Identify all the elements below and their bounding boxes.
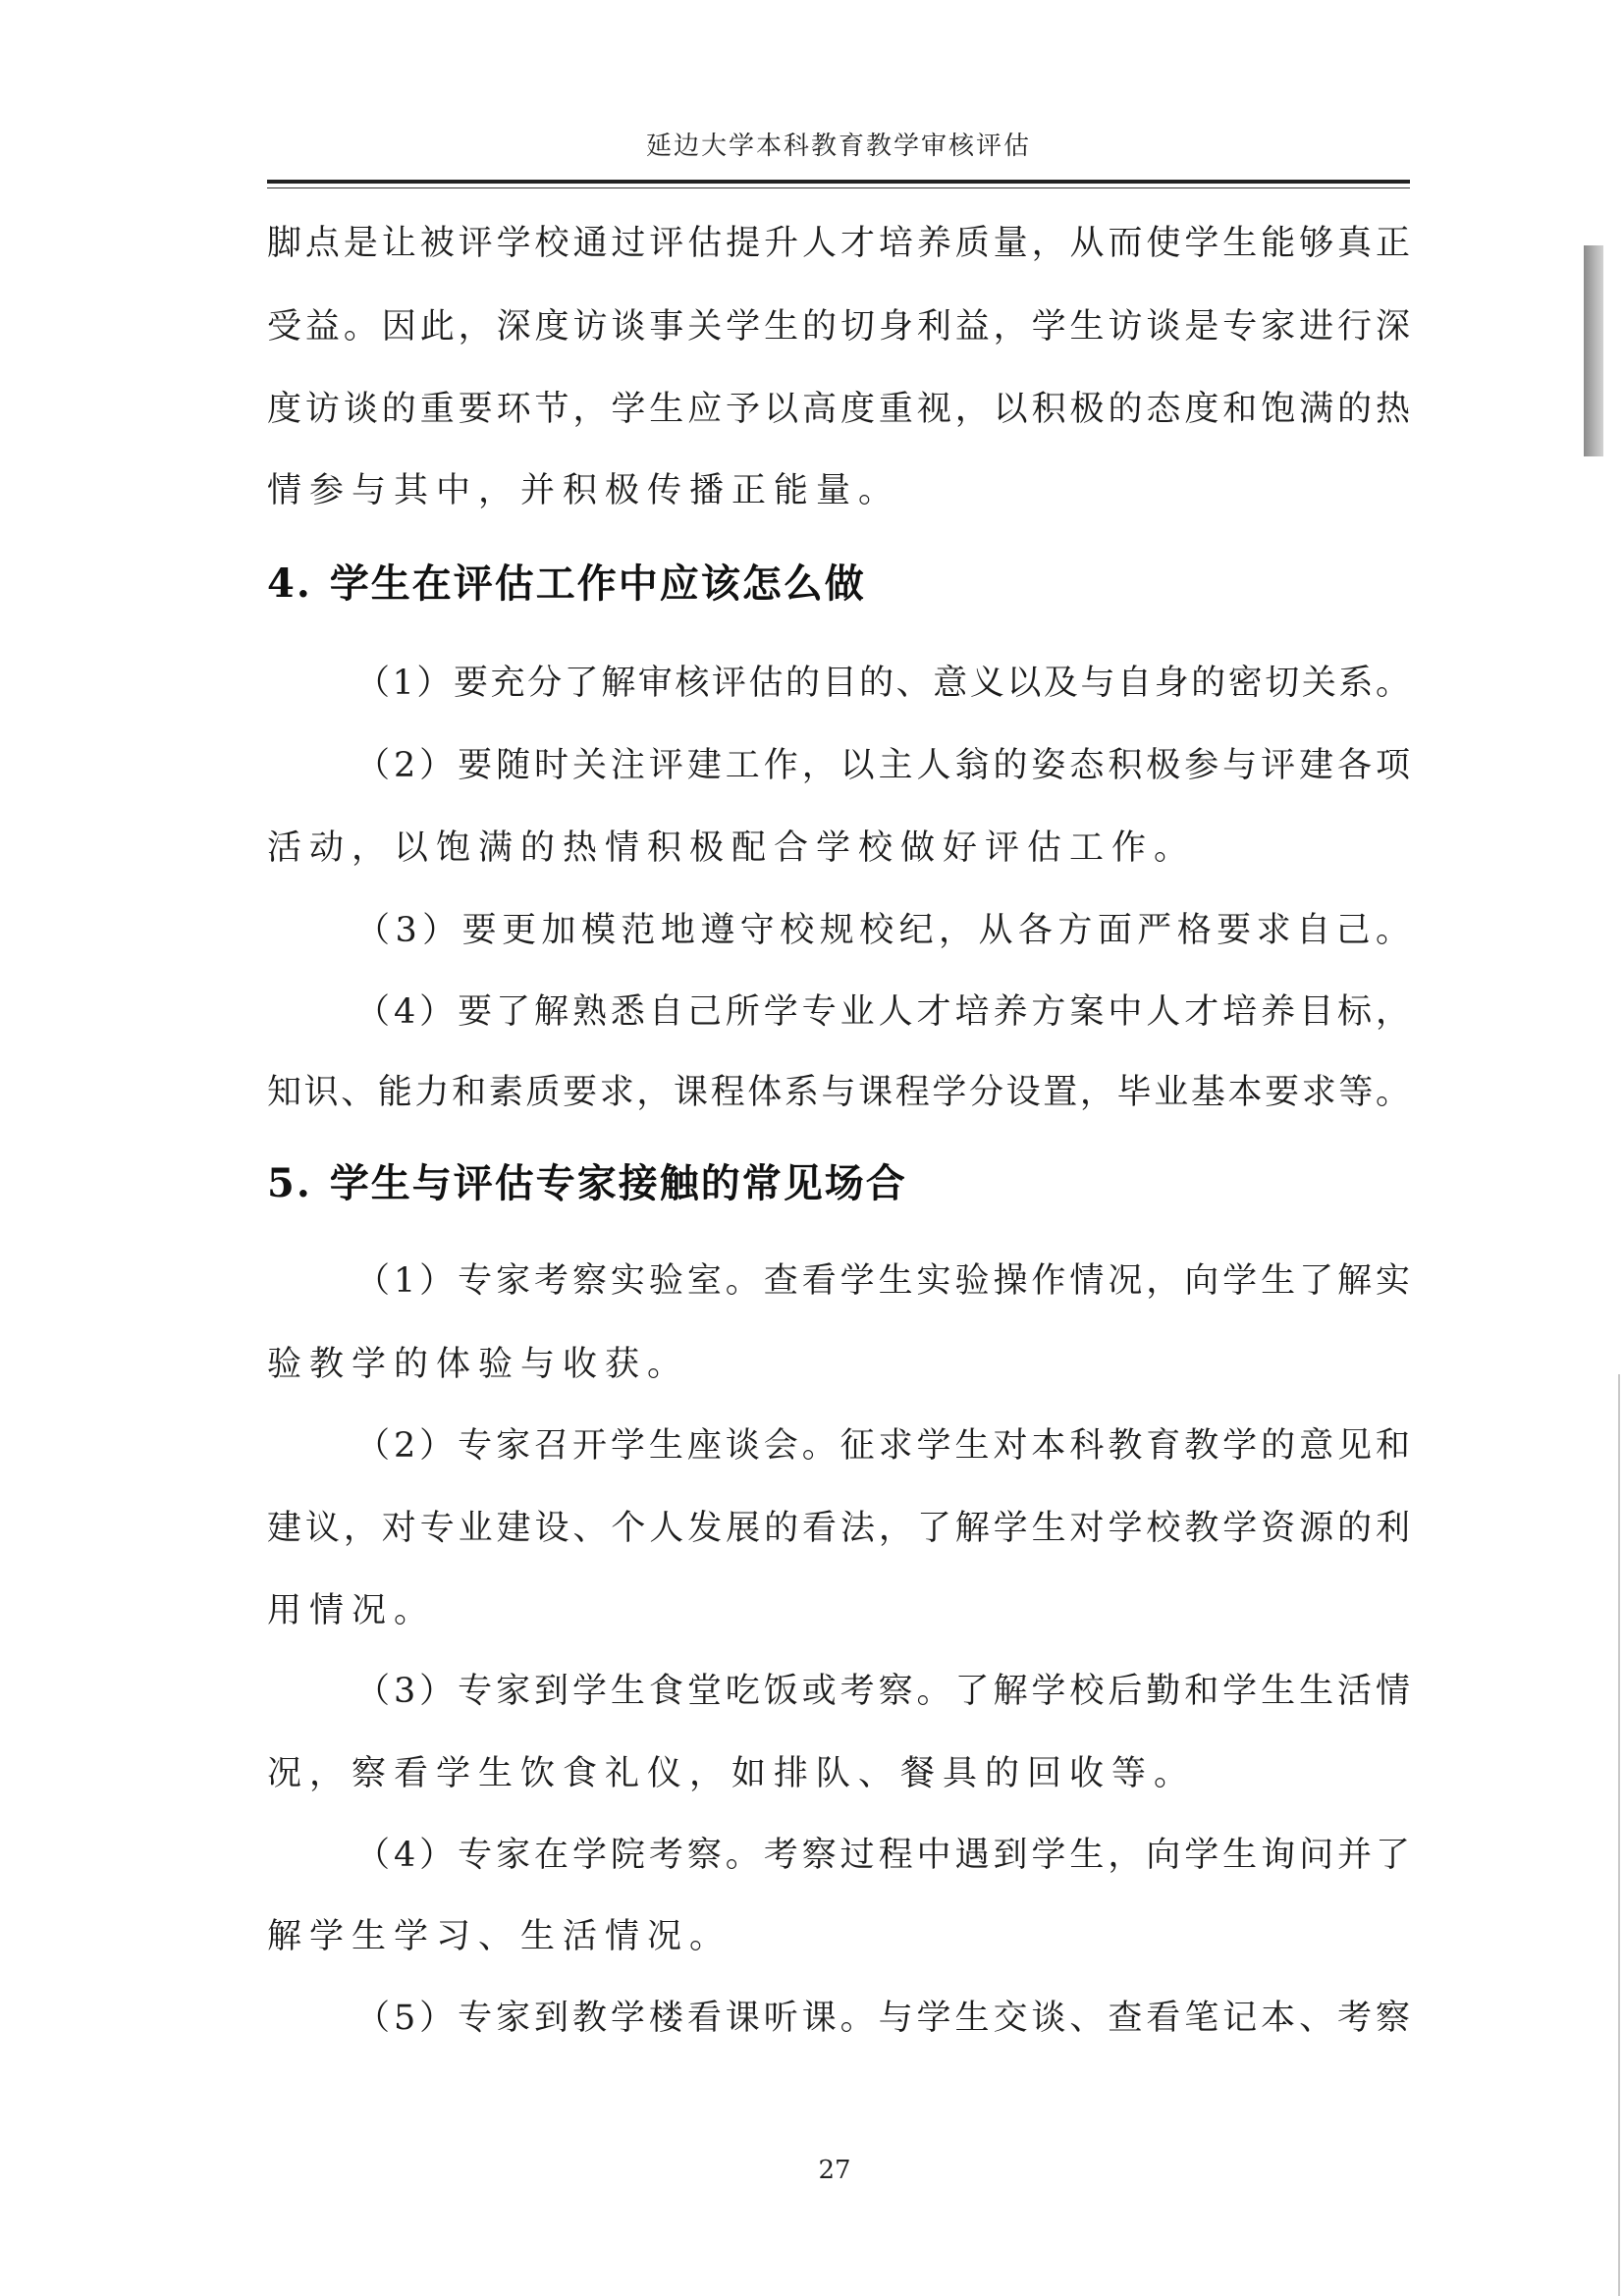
section-number: 5. (267, 1160, 312, 1206)
list-item-line: 建议，对专业建设、个人发展的看法，了解学生对学校教学资源的利 (267, 1509, 1410, 1548)
list-item-line: （2）专家召开学生座谈会。征求学生对本科教育教学的意见和 (355, 1426, 1410, 1466)
list-item-line: （5）专家到教学楼看课听课。与学生交谈、查看笔记本、考察 (355, 1999, 1410, 2038)
intro-line: 脚点是让被评学校通过评估提升人才培养质量，从而使学生能够真正 (267, 224, 1410, 263)
list-item-line: 解学生学习、生活情况。 (267, 1917, 732, 1956)
intro-line: 受益。因此，深度访谈事关学生的切身利益，学生访谈是专家进行深 (267, 307, 1410, 347)
list-item-line: 况，察看学生饮食礼仪，如排队、餐具的回收等。 (267, 1754, 1197, 1793)
scan-edge-line (1618, 1374, 1620, 2296)
section-title: 学生与评估专家接触的常见场合 (329, 1161, 907, 1206)
list-item-line: 活动，以饱满的热情积极配合学校做好评估工作。 (267, 828, 1197, 868)
list-item-line: 用情况。 (267, 1591, 437, 1630)
list-item-line: 验教学的体验与收获。 (267, 1345, 690, 1384)
section-number: 4. (267, 561, 312, 607)
header-rule-thick (267, 180, 1410, 184)
list-item-line: （4）要了解熟悉自己所学专业人才培养方案中人才培养目标， (355, 992, 1410, 1032)
section-title: 学生在评估工作中应该怎么做 (329, 561, 866, 607)
list-item-line: （1）专家考察实验室。查看学生实验操作情况，向学生了解实 (355, 1261, 1410, 1301)
list-item-line: （1）要充分了解审核评估的目的、意义以及与自身的密切关系。 (355, 664, 1410, 703)
scan-edge-shadow (1584, 245, 1603, 456)
section-heading (267, 1161, 907, 1206)
list-item-line: 知识、能力和素质要求，课程体系与课程学分设置，毕业基本要求等。 (267, 1073, 1410, 1112)
section-heading (267, 561, 866, 607)
list-item-line: （4）专家在学院考察。考察过程中遇到学生，向学生询问并了 (355, 1836, 1410, 1875)
header-rule-thin (267, 187, 1410, 188)
page-number: 27 (818, 2156, 851, 2185)
intro-line: 度访谈的重要环节，学生应予以高度重视，以积极的态度和饱满的热 (267, 390, 1410, 429)
running-header: 延边大学本科教育教学审核评估 (645, 132, 1031, 161)
intro-line: 情参与其中，并积极传播正能量。 (267, 471, 901, 510)
list-item-line: （3）专家到学生食堂吃饭或考察。了解学校后勤和学生生活情 (355, 1672, 1410, 1711)
list-item-line: （2）要随时关注评建工作，以主人翁的姿态积极参与评建各项 (355, 746, 1410, 785)
list-item-line: （3）要更加模范地遵守校规校纪，从各方面严格要求自己。 (355, 911, 1410, 950)
